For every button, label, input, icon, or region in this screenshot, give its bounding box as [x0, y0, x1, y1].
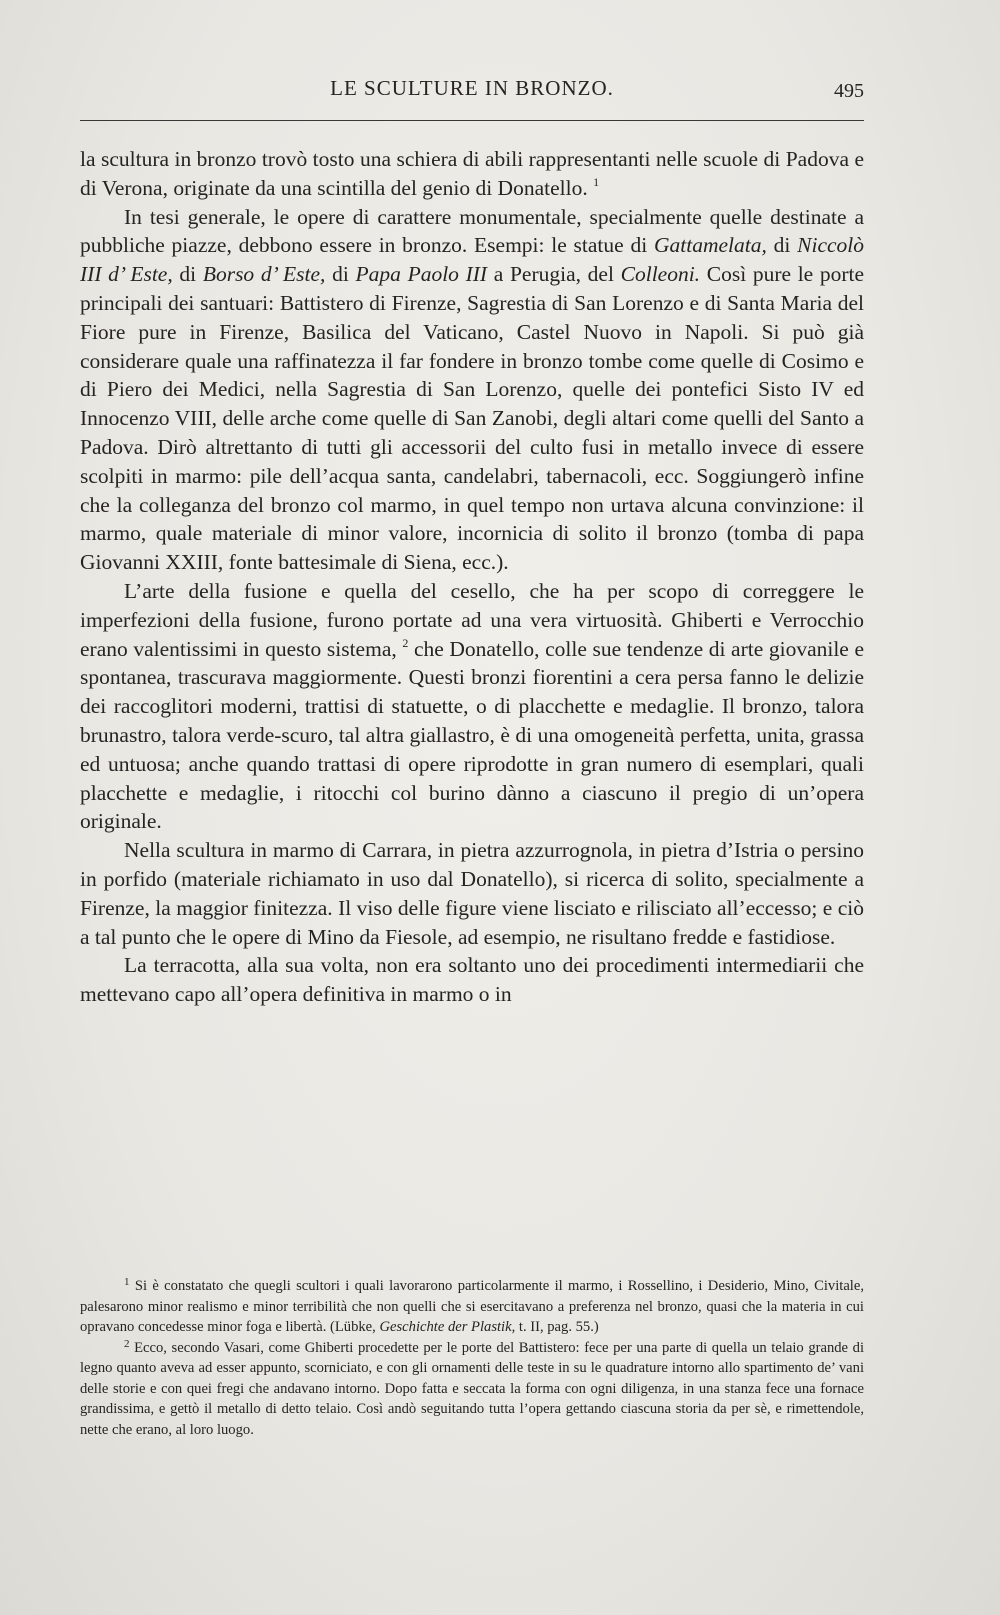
running-title: LE SCULTURE IN BRONZO. — [330, 76, 614, 100]
footnote-mark: 2 — [124, 1337, 130, 1350]
footnote-mark: 1 — [124, 1276, 130, 1288]
paragraph-5: La terracotta, alla sua volta, non era soltanto uno dei procedimenti intermediarii che mettevano capo all’opera definitiva in marmo o in — [80, 953, 864, 1007]
page-number: 495 — [834, 80, 864, 102]
italic-name: Papa Paolo III — [355, 262, 488, 287]
header-rule — [80, 120, 864, 121]
paragraph-1: la scultura in bronzo trovò tosto una schiera di abili rappresentanti nelle scuole di Padova e di Verona, originate da una scintilla del genio di Donatello. $^1$ — [80, 147, 864, 200]
body-text — [80, 145, 864, 1009]
book-title: Geschichte der Plastik, — [379, 1319, 516, 1335]
paragraph-3: L’arte della fusione e quella del cesello, che ha per scopo di correggere le imperfezioni della fusione, furono portate ad una vera virtuosità. Ghiberti e Verrocchio erano valentissimi in questo sistema, $^2$ che Donatello, colle sue tendenze di arte giovanile e spontanea, trascurava maggiormente. Questi bronzi fiorentini a cera persa fanno le delizie dei raccoglitori moderni, trattisi di statuette, o di placchette e medaglie. Il bronzo, talora brunastro, talora verde-scuro, tal altra giallastro, è di una omogeneità perfetta, unita, grassa ed untuosa; anche quando trattasi di opere riprodotte in gran numero di esemplari, quali placchette e medaglie, i ritocchi col burino dànno a ciascuno il pregio di un’opera originale. — [80, 578, 864, 834]
footnotes — [80, 1276, 864, 1440]
paragraph-2: In tesi generale, le opere di carattere monumentale, specialmente quelle destinate a pubbliche piazze, debbono essere in bronzo. Esempi: le statue di Gattamelata, di Niccolò III d’ Este, di Borso d’ Este, di Papa Paolo III a Perugia, del Colleoni. Così pure le porte principali dei santuari: Battistero di Firenze, Sagrestia di San Lorenzo e di Santa Maria del Fiore pure in Firenze, Basilica del Vaticano, Castel Nuovo in Napoli. Si può già considerare quale una raffinatezza il far fondere in bronzo tombe come quelle di Cosimo e di Piero dei Medici, nella Sagrestia di San Lorenzo, quelle dei pontefici Sisto IV ed Innocenzo VIII, delle arche come quelle di San Zanobi, degli altari come quelli del Santo a Padova. Dirò altrettanto di tutti gli accessorii del culto fusi in metallo invece di essere scolpiti in marmo: pile dell’acqua santa, candelabri, tabernacoli, ecc. Soggiungerò infine che la colleganza del bronzo col marmo, in quel tempo non urtava alcuna convinzione: il marmo, quale materiale di minor valore, incornicia di solito il bronzo (tomba di papa Giovanni XXIII, fonte battesimale di Siena, ecc.). — [80, 204, 865, 575]
footnote-2: $^2$ Ecco, secondo Vasari, come Ghiberti procedette per le porte del Battistero: fece per una parte di quella un telaio grande di legno quanto aveva ad esser appunto, scorniciato, e con gli ornamenti delle teste in su le quadrature intorno allo spartimento de’ vani delle storie e con quei fregi che andavano intorno. Dopo fatta e seccata la forma con ogni diligenza, in una stanza fece una fornace grandissima, e gettò il metallo di detto telaio. Così andò seguitando tutta l’opera gettando ciascuna storia da per sè, e rimettendole, nette che erano, al loro luogo. — [80, 1337, 864, 1438]
footnote-ref-2: 2 — [402, 635, 409, 650]
italic-name: Borso d’ Este, — [202, 262, 326, 287]
running-head — [80, 76, 864, 106]
paragraph-4: Nella scultura in marmo di Carrara, in pietra azzurrognola, in pietra d’Istria o persino in porfido (materiale richiamato in uso dal Donatello), si ricerca di solito, specialmente a Firenze, la maggior finitezza. Il viso delle figure viene lisciato e rilisciato all’eccesso; e ciò a tal punto che le opere di Mino da Fiesole, ad esempio, ne risultano fredde e fastidiose. — [80, 838, 864, 949]
footnote-1: $^1$ Si è constatato che quegli scultori i quali lavorarono particolarmente il marmo, i Rossellino, i Desiderio, Mino, Civitale, palesarono minor realismo e minor terribilità che non quelli che si esercitavano a preferenza nel bronzo, quasi che la materia in cui opravano concedesse minor foga e libertà. (Lübke, Geschichte der Plastik, t. II, pag. 55.) — [80, 1276, 864, 1335]
italic-name: Colleoni. — [620, 262, 701, 287]
italic-name: Niccolò III d’ Este, — [80, 233, 865, 287]
footnote-ref-1: 1 — [593, 174, 600, 189]
italic-name: Gattamelata, — [653, 233, 767, 258]
